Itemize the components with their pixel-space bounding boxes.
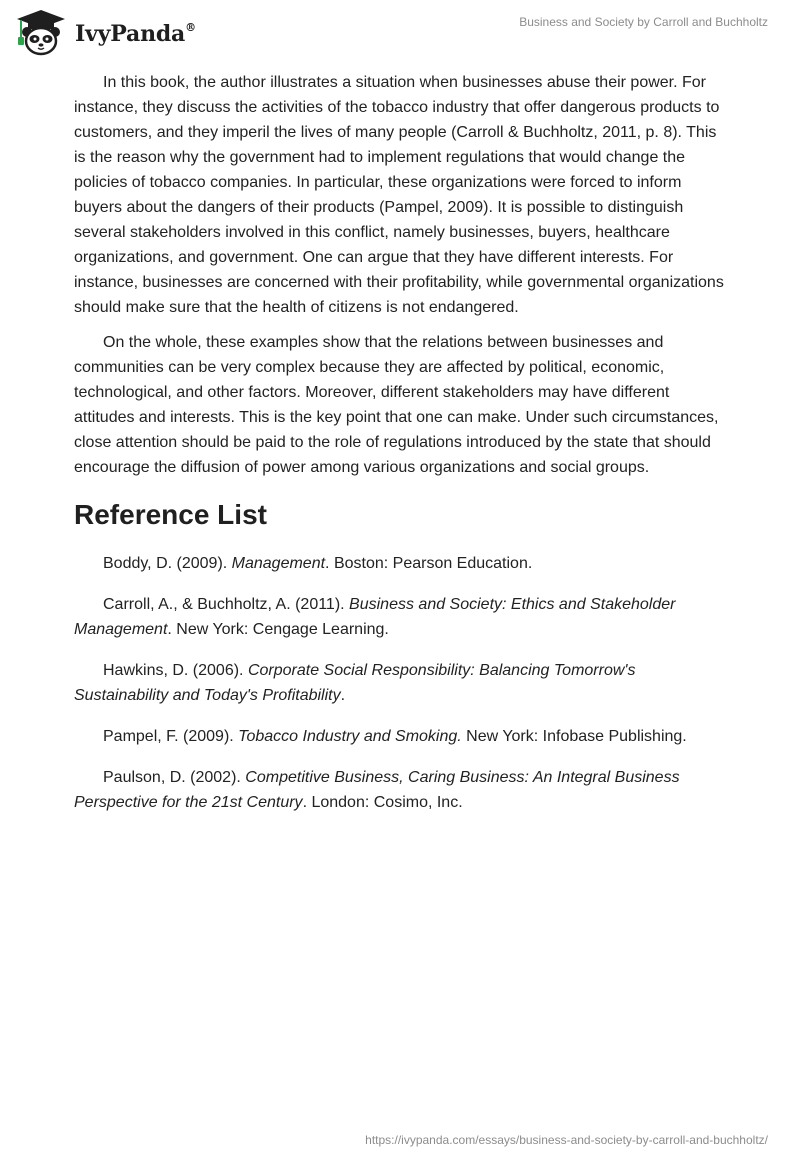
reference-publisher: . xyxy=(340,687,346,704)
reference-title: Tobacco Industry and Smoking. xyxy=(238,728,462,745)
reference-author: Hawkins, D. (2006). xyxy=(103,662,248,679)
panda-graduate-icon xyxy=(13,8,69,58)
reference-list xyxy=(74,551,726,815)
reference-publisher: . London: Cosimo, Inc. xyxy=(302,794,463,811)
reference-title: Management xyxy=(231,555,326,572)
reference-author: Carroll, A., & Buchholtz, A. (2011). xyxy=(103,596,350,613)
reference-author: Paulson, D. (2002). xyxy=(103,769,246,786)
reference-title: Business and Society: Ethics and Stakeholder Management xyxy=(74,596,676,638)
source-url-link[interactable]: https://ivypanda.com/essays/business-and-society-by-carroll-and-buchholtz/ xyxy=(365,1133,768,1147)
registered-mark: ® xyxy=(185,20,196,34)
brand-name-text: IvyPanda xyxy=(75,21,186,47)
reference-item xyxy=(74,592,726,642)
reference-author: Pampel, F. (2009). xyxy=(103,728,239,745)
reference-publisher: New York: Infobase Publishing. xyxy=(461,728,687,745)
body-paragraph: In this book, the author illustrates a situation when businesses abuse their power. For instance, they discuss the activities of the tobacco industry that offer dangerous products to customers, and they imperil the lives of many people (Carroll & Buchholtz, 2011, p. 8). This is the reason why the government had to implement regulations that would change the policies of tobacco companies. In particular, these organizations were forced to inform buyers about the dangers of their products (Pampel, 2009). It is possible to distinguish several stakeholders involved in this conflict, namely businesses, buyers, healthcare organizations, and government. One can argue that they have different interests. For instance, businesses are concerned with their profitability, while governmental organizations should make sure that the health of citizens is not endangered. xyxy=(74,74,724,316)
body-paragraph: On the whole, these examples show that the relations between businesses and communities can be very complex because they are affected by political, economic, technological, and other factors. Moreover, different stakeholders may have different attitudes and interests. This is the key point that one can make. Under such circumstances, close attention should be paid to the role of regulations introduced by the state that should encourage the diffusion of power among various organizations and social groups. xyxy=(74,334,719,476)
reference-title: Competitive Business, Caring Business: An Integral Business Perspective for the 21st Century xyxy=(74,769,680,811)
reference-item xyxy=(74,765,726,815)
page-header xyxy=(0,0,800,70)
reference-title: Corporate Social Responsibility: Balancing Tomorrow's Sustainability and Today's Profitability xyxy=(74,662,636,704)
brand-name xyxy=(75,21,196,47)
reference-item xyxy=(74,724,726,749)
reference-item xyxy=(74,658,726,708)
running-title: Business and Society by Carroll and Buchholtz xyxy=(519,15,768,29)
reference-list-heading: Reference List xyxy=(74,499,267,530)
reference-item xyxy=(74,551,726,576)
ivypanda-logo[interactable] xyxy=(13,8,196,58)
reference-publisher: . Boston: Pearson Education. xyxy=(325,555,533,572)
reference-publisher: . New York: Cengage Learning. xyxy=(167,621,389,638)
essay-content xyxy=(74,70,726,831)
reference-author: Boddy, D. (2009). xyxy=(103,555,232,572)
